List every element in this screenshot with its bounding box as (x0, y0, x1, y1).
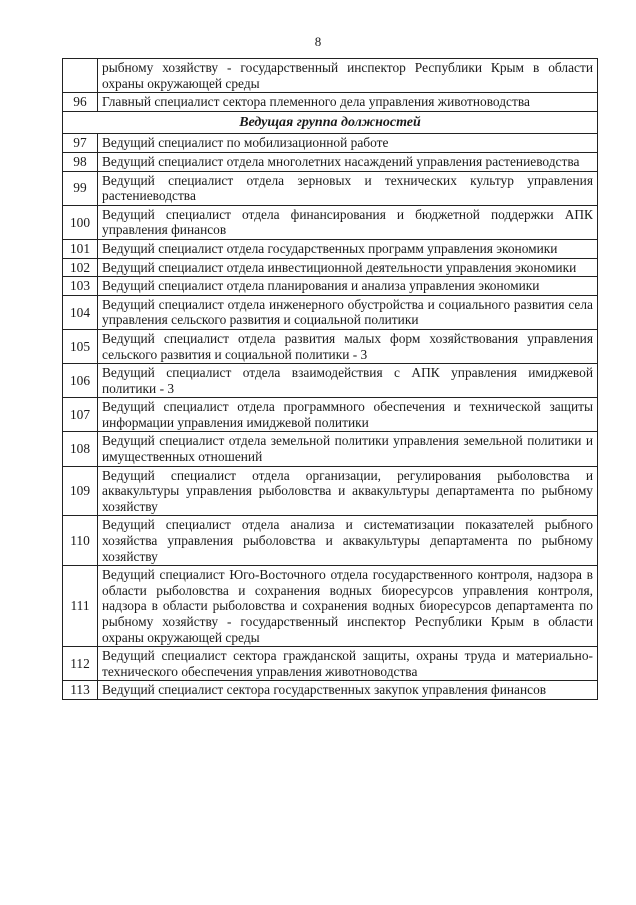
row-text: Ведущий специалист отдела государственных программ управления экономики (98, 239, 598, 258)
row-text: Ведущий специалист отдела планирования и анализа управления экономики (98, 277, 598, 296)
row-text: Ведущий специалист Юго-Восточного отдела государственного контроля, надзора в области рыболовства и сохранения водных биоресурсов управления контроля, надзора в области рыболовства и сохранения водных биоресурсов департамента по рыбному хозяйству - государственный инспектор Республики Крым в области охраны окружающей среды (98, 566, 598, 647)
row-text: Ведущий специалист отдела земельной политики управления земельной политики и имущественных отношений (98, 432, 598, 466)
positions-table (62, 58, 598, 700)
row-number: 105 (63, 329, 98, 363)
table-row (63, 647, 598, 681)
table-row (63, 59, 598, 93)
row-number: 96 (63, 93, 98, 112)
row-number: 106 (63, 364, 98, 398)
row-text: Ведущий специалист отдела взаимодействия с АПК управления имиджевой политики - 3 (98, 364, 598, 398)
row-number: 112 (63, 647, 98, 681)
row-number: 104 (63, 295, 98, 329)
row-number: 103 (63, 277, 98, 296)
row-number: 97 (63, 134, 98, 153)
table-row (63, 466, 598, 516)
table-row (63, 152, 598, 171)
table-row (63, 566, 598, 647)
table-row (63, 258, 598, 277)
row-text: Ведущий специалист сектора государственных закупок управления финансов (98, 681, 598, 700)
row-number: 110 (63, 516, 98, 566)
group-heading: Ведущая группа должностей (63, 111, 598, 134)
row-text: Ведущий специалист отдела развития малых форм хозяйствования управления сельского развития и социальной политики - 3 (98, 329, 598, 363)
table-row (63, 239, 598, 258)
row-text: Ведущий специалист отдела финансирования и бюджетной поддержки АПК управления финансов (98, 205, 598, 239)
row-text: Ведущий специалист сектора гражданской защиты, охраны труда и материально-технического обеспечения управления животноводства (98, 647, 598, 681)
row-text: рыбному хозяйству - государственный инспектор Республики Крым в области охраны окружающей среды (98, 59, 598, 93)
row-number: 108 (63, 432, 98, 466)
row-number: 100 (63, 205, 98, 239)
row-text: Главный специалист сектора племенного дела управления животноводства (98, 93, 598, 112)
group-heading-row (63, 111, 598, 134)
table-row (63, 93, 598, 112)
row-text: Ведущий специалист по мобилизационной работе (98, 134, 598, 153)
table-row (63, 432, 598, 466)
row-number (63, 59, 98, 93)
row-text: Ведущий специалист отдела анализа и систематизации показателей рыбного хозяйства управления рыболовства и аквакультуры департамента по рыбному хозяйству (98, 516, 598, 566)
page-number: 8 (314, 34, 322, 49)
row-number: 113 (63, 681, 98, 700)
row-number: 99 (63, 171, 98, 205)
row-text: Ведущий специалист отдела программного обеспечения и технической защиты информации управления имиджевой политики (98, 398, 598, 432)
table-row (63, 364, 598, 398)
row-number: 98 (63, 152, 98, 171)
table-row (63, 681, 598, 700)
table-row (63, 277, 598, 296)
positions-table-body (63, 59, 598, 700)
row-text: Ведущий специалист отдела инженерного обустройства и социального развития села управления сельского развития и социальной политики (98, 295, 598, 329)
row-number: 109 (63, 466, 98, 516)
row-number: 102 (63, 258, 98, 277)
row-text: Ведущий специалист отдела зерновых и технических культур управления растениеводства (98, 171, 598, 205)
row-text: Ведущий специалист отдела инвестиционной деятельности управления экономики (98, 258, 598, 277)
table-row (63, 398, 598, 432)
row-text: Ведущий специалист отдела организации, регулирования рыболовства и аквакультуры управления рыболовства и аквакультуры департамента по рыбному хозяйству (98, 466, 598, 516)
table-row (63, 205, 598, 239)
table-row (63, 516, 598, 566)
row-number: 101 (63, 239, 98, 258)
table-row (63, 171, 598, 205)
table-row (63, 329, 598, 363)
row-text: Ведущий специалист отдела многолетних насаждений управления растениеводства (98, 152, 598, 171)
row-number: 107 (63, 398, 98, 432)
row-number: 111 (63, 566, 98, 647)
table-row (63, 134, 598, 153)
table-row (63, 295, 598, 329)
